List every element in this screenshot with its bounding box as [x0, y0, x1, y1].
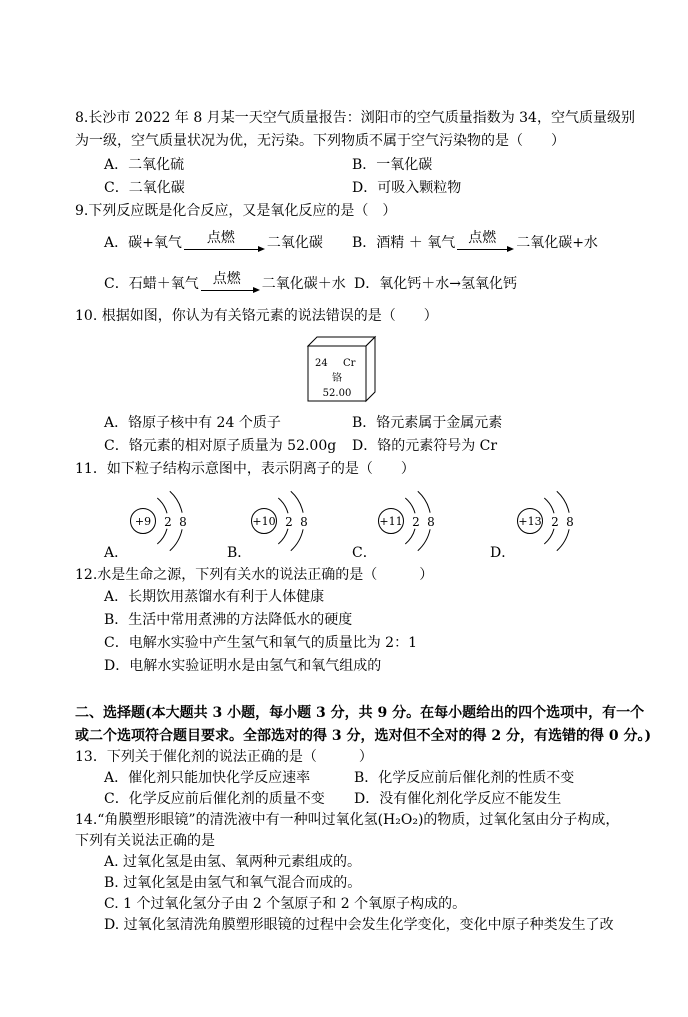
q14-option-a: A. 过氧化氢是由氢、氧两种元素组成的。	[104, 854, 362, 870]
atom-structure-diagram-b	[249, 488, 315, 558]
nuclear-charge: +9	[134, 515, 152, 528]
q13-option-d: D．没有催化剂化学反应不能发生	[354, 791, 562, 807]
reaction-arrow	[457, 230, 513, 253]
nuclear-charge: +11	[379, 515, 403, 528]
reaction-arrow	[184, 230, 264, 253]
q14-stem-line-1: 14.“角膜塑形眼镜”的清洗液中有一种叫过氧化氢(H₂O₂)的物质，过氧化氢由分子构成，	[75, 812, 620, 828]
inner-shell-electrons: 2	[164, 515, 172, 529]
inner-shell-arc-upper	[544, 498, 554, 513]
reaction-reactants: B．酒精 ＋ 氧气	[352, 235, 456, 251]
inner-shell-electrons: 2	[285, 515, 293, 529]
element-name: 铬	[332, 373, 342, 384]
inner-shell-electrons: 2	[551, 515, 559, 529]
reaction-products: 二氧化碳	[266, 235, 323, 251]
q11-stem: 11．如下粒子结构示意图中，表示阴离子的是（ ）	[75, 461, 415, 477]
reaction-products: 二氧化碳+水	[516, 235, 598, 251]
outer-shell-electrons: 8	[179, 515, 187, 529]
section-2-heading-line-1: 二、选择题(本大题共 3 小题，每小题 3 分，共 9 分。在每小题给出的四个选项中，有一个	[75, 705, 645, 721]
q14-option-d: D. 过氧化氢清洗角膜塑形眼镜的过程中会发生化学变化，变化中原子种类发生了改	[104, 917, 614, 933]
inner-shell-arc-lower	[157, 529, 167, 544]
q12-option-b: B．生活中常用煮沸的方法降低水的硬度	[104, 612, 353, 628]
atom-structure-diagram-c	[376, 488, 442, 558]
reaction-condition: 点燃	[468, 230, 497, 246]
inner-shell-arc-upper	[278, 498, 288, 513]
q9-option-a	[104, 230, 323, 253]
inner-shell-arc-lower	[544, 529, 554, 544]
arrow-line	[184, 249, 258, 250]
arrow-line	[457, 249, 507, 250]
element-symbol: Cr	[343, 358, 356, 369]
q13-option-b: B．化学反应前后催化剂的性质不变	[354, 770, 575, 786]
outer-shell-arc-lower	[557, 529, 569, 550]
q14-stem-line-2: 下列有关说法正确的是	[75, 833, 215, 849]
outer-shell-electrons: 8	[427, 515, 435, 529]
reaction-products: 二氧化碳＋水	[261, 276, 346, 292]
arrow-line	[201, 290, 253, 291]
q11-label-b: B．	[227, 545, 252, 561]
outer-shell-arc-upper	[170, 491, 182, 512]
q11-label-d: D．	[490, 545, 516, 561]
q12-option-a: A．长期饮用蒸馏水有利于人体健康	[104, 589, 325, 605]
section-2-heading-line-2: 或二个选项符合题目要求。全部选对的得 3 分，选对但不全对的得 2 分，有选错的得 0 分。)	[75, 728, 652, 744]
atom-structure-diagram-d	[515, 488, 581, 558]
q13-option-a: A．催化剂只能加快化学反应速率	[104, 770, 311, 786]
outer-shell-arc-upper	[557, 491, 569, 512]
q8-option-d: D．可吸入颗粒物	[352, 180, 462, 196]
q10-option-b: B．铬元素属于金属元素	[352, 415, 503, 431]
q11-label-c: C．	[352, 545, 377, 561]
reaction-condition: 点燃	[206, 230, 235, 246]
nuclear-charge: +13	[518, 515, 542, 528]
q12-stem: 12.水是生命之源，下列有关水的说法正确的是（ ）	[75, 567, 434, 583]
q12-option-d: D．电解水实验证明水是由氢气和氧气组成的	[104, 658, 382, 674]
q8-stem-line-1: 8.长沙市 2022 年 8 月某一天空气质量报告：浏阳市的空气质量指数为 34，空气质量级别	[75, 110, 635, 126]
outer-shell-arc-lower	[418, 529, 430, 550]
q10-option-a: A．铬原子核中有 24 个质子	[104, 415, 281, 431]
q8-option-b: B．一氧化碳	[352, 157, 433, 173]
relative-atomic-mass: 52.00	[322, 388, 352, 399]
q11-label-a: A．	[104, 545, 129, 561]
q13-option-c: C．化学反应前后催化剂的质量不变	[104, 791, 325, 807]
card-side-face	[366, 337, 375, 401]
reaction-condition: 点燃	[212, 271, 241, 287]
inner-shell-arc-lower	[405, 529, 415, 544]
q8-option-a: A．二氧化硫	[104, 157, 185, 173]
reaction-reactants: A．碳+氧气	[104, 235, 182, 251]
inner-shell-electrons: 2	[412, 515, 420, 529]
card-top-face	[308, 337, 375, 346]
outer-shell-arc-lower	[291, 529, 303, 550]
outer-shell-electrons: 8	[566, 515, 574, 529]
inner-shell-arc-upper	[405, 498, 415, 513]
inner-shell-arc-upper	[157, 498, 167, 513]
outer-shell-arc-lower	[170, 529, 182, 550]
q10-option-d: D．铬的元素符号为 Cr	[352, 438, 498, 454]
q9-stem: 9.下列反应既是化合反应，又是氧化反应的是（ ）	[75, 203, 397, 219]
q12-option-c: C．电解水实验中产生氢气和氧气的质量比为 2：1	[104, 635, 417, 651]
atom-structure-diagram-a	[128, 488, 194, 558]
q13-stem: 13．下列关于催化剂的说法正确的是（ ）	[75, 749, 373, 765]
outer-shell-arc-upper	[418, 491, 430, 512]
q8-option-c: C．二氧化碳	[104, 180, 185, 196]
q9-option-d: D．氧化钙＋水→氢氧化钙	[354, 276, 517, 292]
q14-option-b: B. 过氧化氢是由氢气和氧气混合而成的。	[104, 875, 362, 891]
nuclear-charge: +10	[252, 515, 276, 528]
reaction-reactants: C．石蜡＋氧气	[104, 276, 199, 292]
q8-stem-line-2: 为一级，空气质量状况为优，无污染。下列物质不属于空气污染物的是（ ）	[75, 133, 565, 149]
q14-option-c: C. 1 个过氧化氢分子由 2 个氢原子和 2 个氧原子构成的。	[104, 896, 467, 912]
inner-shell-arc-lower	[278, 529, 288, 544]
outer-shell-arc-upper	[291, 491, 303, 512]
q10-option-c: C．铬元素的相对原子质量为 52.00g	[104, 438, 337, 454]
q9-option-b	[352, 230, 598, 253]
q10-stem: 10. 根据如图，你认为有关铬元素的说法错误的是（ ）	[75, 308, 438, 324]
outer-shell-electrons: 8	[300, 515, 308, 529]
reaction-arrow	[201, 271, 259, 294]
atomic-number: 24	[315, 358, 328, 369]
chromium-element-card	[306, 335, 378, 403]
q9-option-c	[104, 271, 346, 294]
